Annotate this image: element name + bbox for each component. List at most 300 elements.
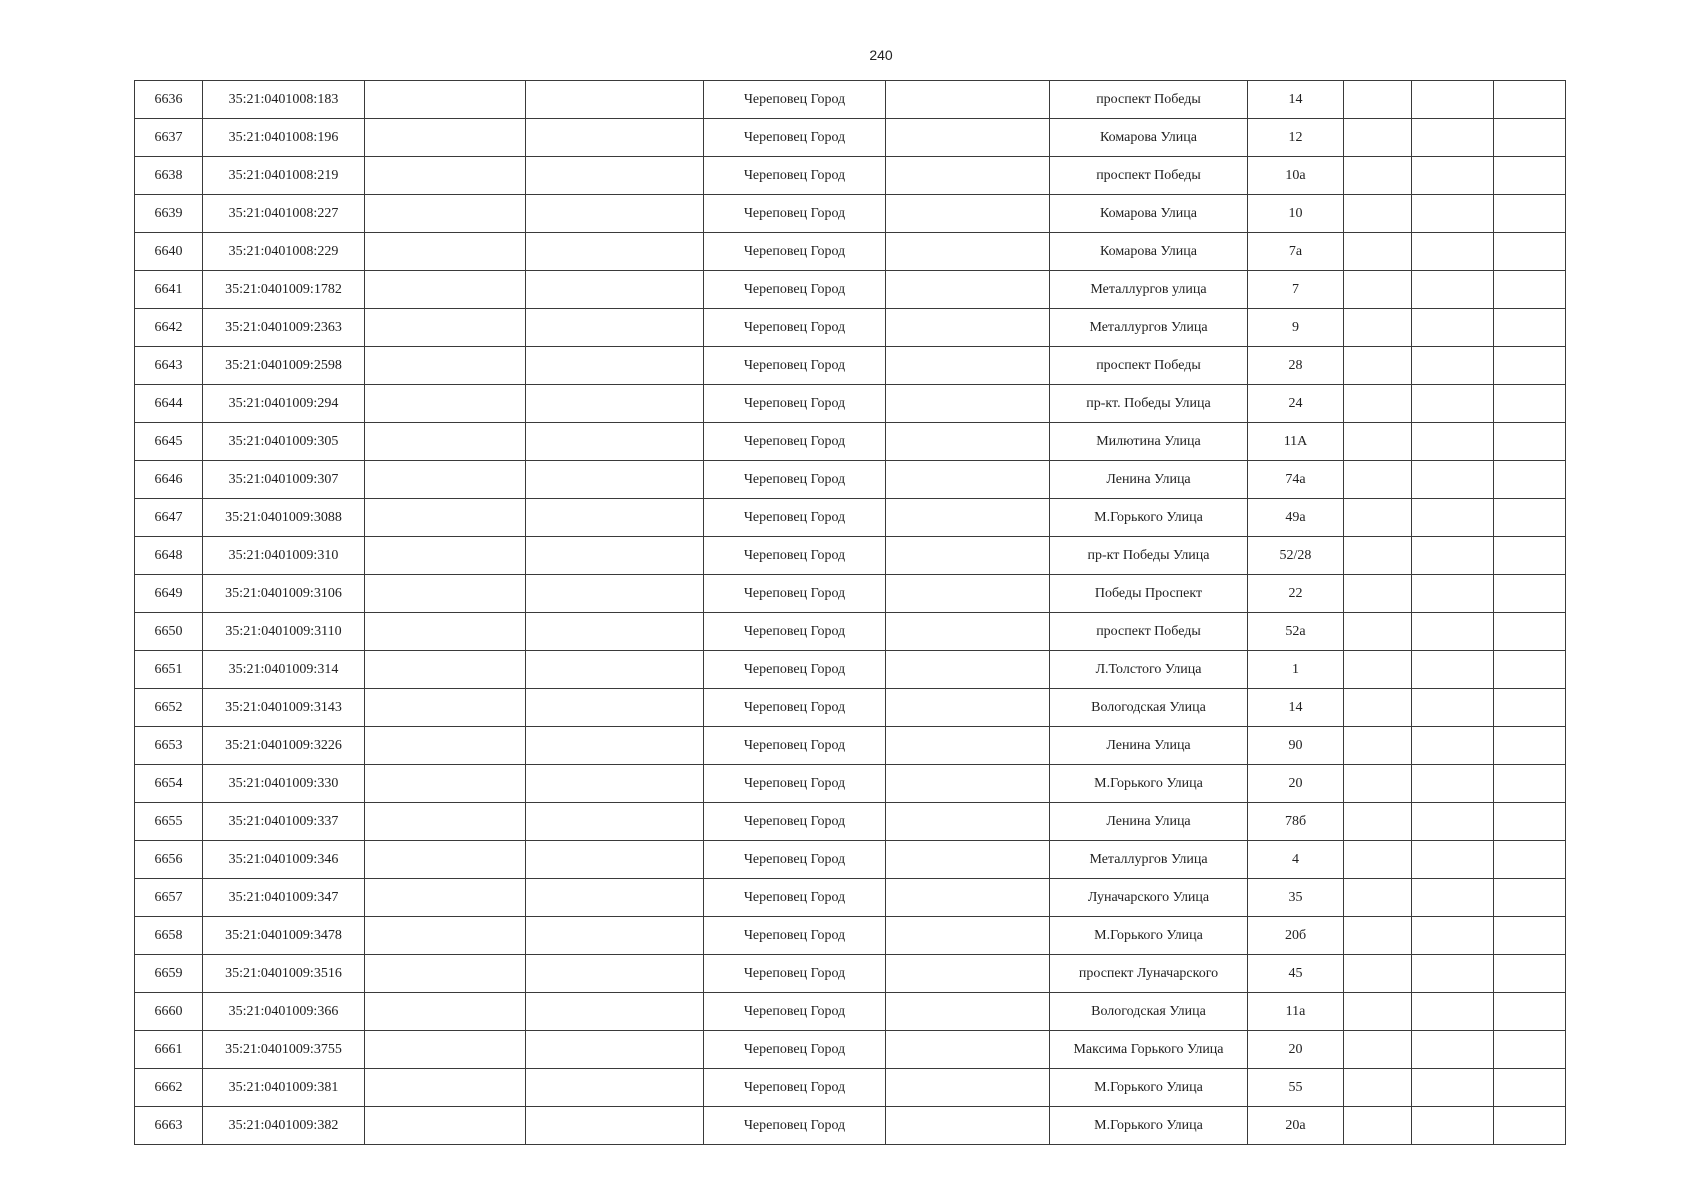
row-number-cell: 6656 (135, 841, 203, 879)
empty-cell (526, 537, 704, 575)
empty-cell (1412, 423, 1494, 461)
empty-cell (365, 119, 526, 157)
empty-cell (886, 309, 1050, 347)
empty-cell (365, 727, 526, 765)
table-row (135, 81, 1566, 119)
table-row (135, 993, 1566, 1031)
cadastral-number-cell: 35:21:0401009:3088 (203, 499, 365, 537)
empty-cell (1344, 917, 1412, 955)
empty-cell (365, 803, 526, 841)
city-cell: Череповец Город (704, 955, 886, 993)
city-cell: Череповец Город (704, 271, 886, 309)
empty-cell (1494, 157, 1566, 195)
empty-cell (1344, 537, 1412, 575)
table-row (135, 575, 1566, 613)
city-cell: Череповец Город (704, 233, 886, 271)
empty-cell (526, 575, 704, 613)
empty-cell (1344, 81, 1412, 119)
house-number-cell: 35 (1248, 879, 1344, 917)
house-number-cell: 55 (1248, 1069, 1344, 1107)
empty-cell (1344, 955, 1412, 993)
city-cell: Череповец Город (704, 1069, 886, 1107)
city-cell: Череповец Город (704, 1107, 886, 1145)
empty-cell (1412, 575, 1494, 613)
empty-cell (365, 575, 526, 613)
empty-cell (365, 347, 526, 385)
empty-cell (886, 917, 1050, 955)
empty-cell (886, 1069, 1050, 1107)
cadastral-number-cell: 35:21:0401008:219 (203, 157, 365, 195)
city-cell: Череповец Город (704, 727, 886, 765)
empty-cell (365, 81, 526, 119)
empty-cell (1344, 423, 1412, 461)
empty-cell (1412, 613, 1494, 651)
empty-cell (1412, 879, 1494, 917)
row-number-cell: 6659 (135, 955, 203, 993)
empty-cell (886, 651, 1050, 689)
empty-cell (886, 841, 1050, 879)
cadastral-number-cell: 35:21:0401009:1782 (203, 271, 365, 309)
cadastral-number-cell: 35:21:0401009:346 (203, 841, 365, 879)
table-row (135, 195, 1566, 233)
empty-cell (526, 499, 704, 537)
empty-cell (886, 993, 1050, 1031)
cadastral-number-cell: 35:21:0401009:3516 (203, 955, 365, 993)
empty-cell (1494, 1069, 1566, 1107)
street-cell: Комарова Улица (1050, 233, 1248, 271)
empty-cell (526, 689, 704, 727)
cadastral-number-cell: 35:21:0401009:382 (203, 1107, 365, 1145)
street-cell: Л.Толстого Улица (1050, 651, 1248, 689)
empty-cell (886, 879, 1050, 917)
house-number-cell: 14 (1248, 689, 1344, 727)
empty-cell (1494, 651, 1566, 689)
cadastral-number-cell: 35:21:0401008:227 (203, 195, 365, 233)
cadastral-number-cell: 35:21:0401009:330 (203, 765, 365, 803)
empty-cell (526, 955, 704, 993)
city-cell: Череповец Город (704, 575, 886, 613)
empty-cell (365, 461, 526, 499)
empty-cell (365, 537, 526, 575)
row-number-cell: 6655 (135, 803, 203, 841)
empty-cell (526, 347, 704, 385)
empty-cell (1412, 309, 1494, 347)
row-number-cell: 6654 (135, 765, 203, 803)
cadastral-number-cell: 35:21:0401009:307 (203, 461, 365, 499)
street-cell: Милютина Улица (1050, 423, 1248, 461)
empty-cell (886, 461, 1050, 499)
empty-cell (365, 385, 526, 423)
cadastral-number-cell: 35:21:0401009:310 (203, 537, 365, 575)
house-number-cell: 11А (1248, 423, 1344, 461)
empty-cell (1494, 955, 1566, 993)
table-row (135, 765, 1566, 803)
row-number-cell: 6648 (135, 537, 203, 575)
row-number-cell: 6647 (135, 499, 203, 537)
empty-cell (365, 195, 526, 233)
street-cell: Металлургов Улица (1050, 309, 1248, 347)
empty-cell (1412, 499, 1494, 537)
house-number-cell: 20б (1248, 917, 1344, 955)
empty-cell (1412, 157, 1494, 195)
empty-cell (1494, 879, 1566, 917)
empty-cell (886, 955, 1050, 993)
empty-cell (886, 195, 1050, 233)
house-number-cell: 90 (1248, 727, 1344, 765)
empty-cell (1412, 195, 1494, 233)
street-cell: Ленина Улица (1050, 461, 1248, 499)
cadastral-number-cell: 35:21:0401009:3226 (203, 727, 365, 765)
empty-cell (1494, 271, 1566, 309)
empty-cell (1494, 993, 1566, 1031)
empty-cell (1494, 803, 1566, 841)
empty-cell (526, 195, 704, 233)
house-number-cell: 45 (1248, 955, 1344, 993)
empty-cell (1412, 347, 1494, 385)
table-row (135, 803, 1566, 841)
empty-cell (526, 993, 704, 1031)
house-number-cell: 11а (1248, 993, 1344, 1031)
city-cell: Череповец Город (704, 423, 886, 461)
row-number-cell: 6636 (135, 81, 203, 119)
empty-cell (365, 1069, 526, 1107)
empty-cell (526, 613, 704, 651)
table-row (135, 727, 1566, 765)
house-number-cell: 12 (1248, 119, 1344, 157)
empty-cell (886, 575, 1050, 613)
cadastral-number-cell: 35:21:0401009:2598 (203, 347, 365, 385)
street-cell: М.Горького Улица (1050, 1069, 1248, 1107)
house-number-cell: 20а (1248, 1107, 1344, 1145)
house-number-cell: 49а (1248, 499, 1344, 537)
empty-cell (1344, 1031, 1412, 1069)
street-cell: пр-кт Победы Улица (1050, 537, 1248, 575)
empty-cell (1494, 689, 1566, 727)
empty-cell (365, 1107, 526, 1145)
empty-cell (1412, 461, 1494, 499)
empty-cell (1494, 1031, 1566, 1069)
city-cell: Череповец Город (704, 119, 886, 157)
street-cell: М.Горького Улица (1050, 917, 1248, 955)
cadastral-number-cell: 35:21:0401009:337 (203, 803, 365, 841)
city-cell: Череповец Город (704, 385, 886, 423)
street-cell: проспект Луначарского (1050, 955, 1248, 993)
street-cell: М.Горького Улица (1050, 1107, 1248, 1145)
cadastral-number-cell: 35:21:0401009:3143 (203, 689, 365, 727)
empty-cell (365, 309, 526, 347)
empty-cell (526, 119, 704, 157)
empty-cell (1494, 119, 1566, 157)
empty-cell (1344, 841, 1412, 879)
empty-cell (1344, 613, 1412, 651)
empty-cell (1412, 803, 1494, 841)
street-cell: Ленина Улица (1050, 727, 1248, 765)
cadastral-number-cell: 35:21:0401009:2363 (203, 309, 365, 347)
row-number-cell: 6649 (135, 575, 203, 613)
cadastral-number-cell: 35:21:0401009:381 (203, 1069, 365, 1107)
empty-cell (365, 157, 526, 195)
row-number-cell: 6658 (135, 917, 203, 955)
empty-cell (886, 765, 1050, 803)
empty-cell (886, 271, 1050, 309)
empty-cell (1412, 651, 1494, 689)
empty-cell (526, 727, 704, 765)
empty-cell (1494, 461, 1566, 499)
empty-cell (1494, 917, 1566, 955)
empty-cell (886, 119, 1050, 157)
empty-cell (1344, 119, 1412, 157)
table-row (135, 613, 1566, 651)
empty-cell (886, 385, 1050, 423)
empty-cell (1494, 347, 1566, 385)
street-cell: Комарова Улица (1050, 195, 1248, 233)
street-cell: Победы Проспект (1050, 575, 1248, 613)
empty-cell (526, 1031, 704, 1069)
street-cell: Комарова Улица (1050, 119, 1248, 157)
empty-cell (1412, 233, 1494, 271)
page-number: 240 (869, 47, 893, 63)
empty-cell (365, 233, 526, 271)
empty-cell (365, 993, 526, 1031)
empty-cell (1344, 309, 1412, 347)
empty-cell (526, 81, 704, 119)
table-row (135, 461, 1566, 499)
empty-cell (1494, 575, 1566, 613)
empty-cell (886, 803, 1050, 841)
empty-cell (1344, 195, 1412, 233)
row-number-cell: 6637 (135, 119, 203, 157)
empty-cell (365, 271, 526, 309)
empty-cell (365, 499, 526, 537)
table-row (135, 651, 1566, 689)
row-number-cell: 6644 (135, 385, 203, 423)
empty-cell (365, 879, 526, 917)
city-cell: Череповец Город (704, 613, 886, 651)
city-cell: Череповец Город (704, 803, 886, 841)
table-row (135, 841, 1566, 879)
empty-cell (1344, 803, 1412, 841)
empty-cell (1412, 385, 1494, 423)
table-row (135, 917, 1566, 955)
city-cell: Череповец Город (704, 81, 886, 119)
street-cell: Металлургов Улица (1050, 841, 1248, 879)
cadastral-number-cell: 35:21:0401008:229 (203, 233, 365, 271)
street-cell: проспект Победы (1050, 81, 1248, 119)
city-cell: Череповец Город (704, 879, 886, 917)
empty-cell (365, 613, 526, 651)
cadastral-number-cell: 35:21:0401009:314 (203, 651, 365, 689)
table-row (135, 537, 1566, 575)
cadastral-number-cell: 35:21:0401008:183 (203, 81, 365, 119)
house-number-cell: 20 (1248, 1031, 1344, 1069)
row-number-cell: 6651 (135, 651, 203, 689)
empty-cell (1344, 689, 1412, 727)
empty-cell (1412, 1107, 1494, 1145)
street-cell: М.Горького Улица (1050, 765, 1248, 803)
street-cell: Металлургов улица (1050, 271, 1248, 309)
row-number-cell: 6638 (135, 157, 203, 195)
empty-cell (1412, 1031, 1494, 1069)
city-cell: Череповец Город (704, 765, 886, 803)
street-cell: проспект Победы (1050, 613, 1248, 651)
table-row (135, 309, 1566, 347)
street-cell: проспект Победы (1050, 347, 1248, 385)
empty-cell (886, 1107, 1050, 1145)
empty-cell (1494, 309, 1566, 347)
empty-cell (886, 157, 1050, 195)
cadastral-number-cell: 35:21:0401009:294 (203, 385, 365, 423)
empty-cell (1412, 993, 1494, 1031)
table-row (135, 119, 1566, 157)
row-number-cell: 6642 (135, 309, 203, 347)
empty-cell (365, 689, 526, 727)
city-cell: Череповец Город (704, 195, 886, 233)
cadastral-number-cell: 35:21:0401009:3106 (203, 575, 365, 613)
empty-cell (526, 157, 704, 195)
city-cell: Череповец Город (704, 917, 886, 955)
row-number-cell: 6663 (135, 1107, 203, 1145)
city-cell: Череповец Город (704, 841, 886, 879)
house-number-cell: 14 (1248, 81, 1344, 119)
empty-cell (1494, 765, 1566, 803)
row-number-cell: 6650 (135, 613, 203, 651)
city-cell: Череповец Город (704, 309, 886, 347)
empty-cell (526, 917, 704, 955)
empty-cell (1412, 841, 1494, 879)
row-number-cell: 6652 (135, 689, 203, 727)
empty-cell (886, 689, 1050, 727)
empty-cell (526, 385, 704, 423)
empty-cell (526, 651, 704, 689)
street-cell: Луначарского Улица (1050, 879, 1248, 917)
city-cell: Череповец Город (704, 651, 886, 689)
empty-cell (886, 423, 1050, 461)
empty-cell (1494, 499, 1566, 537)
empty-cell (1494, 423, 1566, 461)
empty-cell (1412, 119, 1494, 157)
city-cell: Череповец Город (704, 461, 886, 499)
house-number-cell: 52/28 (1248, 537, 1344, 575)
row-number-cell: 6639 (135, 195, 203, 233)
table-row (135, 955, 1566, 993)
city-cell: Череповец Город (704, 1031, 886, 1069)
empty-cell (526, 423, 704, 461)
cadastral-number-cell: 35:21:0401009:347 (203, 879, 365, 917)
house-number-cell: 24 (1248, 385, 1344, 423)
house-number-cell: 22 (1248, 575, 1344, 613)
city-cell: Череповец Город (704, 993, 886, 1031)
house-number-cell: 78б (1248, 803, 1344, 841)
empty-cell (886, 81, 1050, 119)
street-cell: проспект Победы (1050, 157, 1248, 195)
house-number-cell: 52а (1248, 613, 1344, 651)
empty-cell (1412, 765, 1494, 803)
empty-cell (1494, 1107, 1566, 1145)
house-number-cell: 20 (1248, 765, 1344, 803)
row-number-cell: 6640 (135, 233, 203, 271)
row-number-cell: 6645 (135, 423, 203, 461)
house-number-cell: 1 (1248, 651, 1344, 689)
row-number-cell: 6641 (135, 271, 203, 309)
empty-cell (526, 309, 704, 347)
table-row (135, 347, 1566, 385)
empty-cell (1412, 81, 1494, 119)
empty-cell (526, 765, 704, 803)
street-cell: Вологодская Улица (1050, 689, 1248, 727)
city-cell: Череповец Город (704, 499, 886, 537)
empty-cell (1494, 537, 1566, 575)
empty-cell (1412, 271, 1494, 309)
table-row (135, 157, 1566, 195)
empty-cell (1494, 233, 1566, 271)
empty-cell (1412, 689, 1494, 727)
house-number-cell: 7 (1248, 271, 1344, 309)
empty-cell (1344, 461, 1412, 499)
empty-cell (365, 955, 526, 993)
empty-cell (1344, 233, 1412, 271)
street-cell: Максима Горького Улица (1050, 1031, 1248, 1069)
row-number-cell: 6643 (135, 347, 203, 385)
empty-cell (1494, 727, 1566, 765)
house-number-cell: 28 (1248, 347, 1344, 385)
table-row (135, 1031, 1566, 1069)
cadastral-number-cell: 35:21:0401008:196 (203, 119, 365, 157)
table-row (135, 1107, 1566, 1145)
empty-cell (886, 347, 1050, 385)
empty-cell (365, 651, 526, 689)
row-number-cell: 6646 (135, 461, 203, 499)
empty-cell (526, 461, 704, 499)
empty-cell (1412, 727, 1494, 765)
empty-cell (365, 765, 526, 803)
empty-cell (1344, 575, 1412, 613)
house-number-cell: 10 (1248, 195, 1344, 233)
empty-cell (1412, 955, 1494, 993)
table-row (135, 499, 1566, 537)
registry-table (134, 80, 1566, 1145)
empty-cell (886, 233, 1050, 271)
empty-cell (886, 1031, 1050, 1069)
empty-cell (1344, 499, 1412, 537)
empty-cell (1344, 879, 1412, 917)
house-number-cell: 10а (1248, 157, 1344, 195)
cadastral-number-cell: 35:21:0401009:366 (203, 993, 365, 1031)
city-cell: Череповец Город (704, 689, 886, 727)
house-number-cell: 4 (1248, 841, 1344, 879)
table-row (135, 233, 1566, 271)
empty-cell (886, 727, 1050, 765)
street-cell: М.Горького Улица (1050, 499, 1248, 537)
empty-cell (1344, 993, 1412, 1031)
empty-cell (886, 613, 1050, 651)
empty-cell (1412, 537, 1494, 575)
table-row (135, 1069, 1566, 1107)
cadastral-number-cell: 35:21:0401009:305 (203, 423, 365, 461)
empty-cell (1494, 81, 1566, 119)
empty-cell (1344, 651, 1412, 689)
empty-cell (886, 499, 1050, 537)
row-number-cell: 6661 (135, 1031, 203, 1069)
empty-cell (1344, 727, 1412, 765)
empty-cell (1344, 347, 1412, 385)
cadastral-number-cell: 35:21:0401009:3478 (203, 917, 365, 955)
empty-cell (526, 841, 704, 879)
row-number-cell: 6662 (135, 1069, 203, 1107)
city-cell: Череповец Город (704, 157, 886, 195)
empty-cell (526, 803, 704, 841)
cadastral-number-cell: 35:21:0401009:3755 (203, 1031, 365, 1069)
empty-cell (886, 537, 1050, 575)
